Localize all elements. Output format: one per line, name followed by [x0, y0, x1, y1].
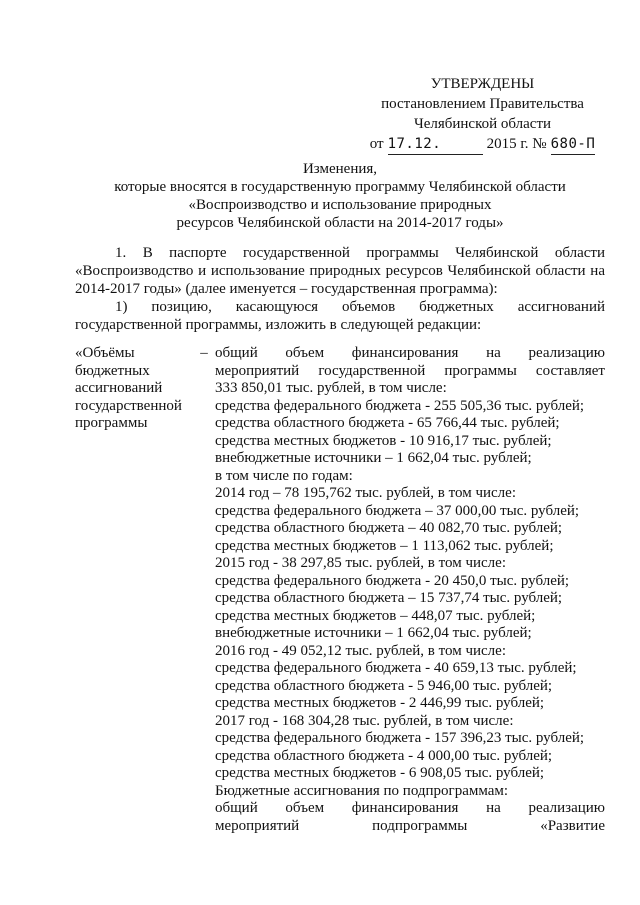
approval-block [345, 74, 620, 155]
funding-line: Бюджетные ассигнования по подпрограммам: [215, 782, 509, 799]
funding-line: в том числе по годам: [215, 467, 353, 484]
date-field [388, 134, 483, 155]
date-prefix: от [369, 136, 384, 152]
heading-line-1: Изменения, [302, 161, 378, 177]
approval-date-line [345, 134, 620, 155]
paragraph-1: 1. В паспорте государственной программы Челябинской области «Воспроизводство и использование природных ресурсов Челябинской области на 2014-2017 годы» (далее именуется – государственная программа): [75, 245, 605, 297]
approval-region: Челябинской области [413, 116, 552, 132]
year-text: 2015 г. № [486, 136, 547, 152]
funding-line: средства федерального бюджета - 20 450,0 тыс. рублей; [215, 572, 570, 589]
funding-line: средства местных бюджетов - 2 446,99 тыс. рублей; [215, 695, 545, 711]
heading-line-3: «Воспроизводство и использование природных [188, 197, 492, 213]
heading-line-4: ресурсов Челябинской области на 2014-2017 годы» [176, 215, 504, 231]
document-heading [70, 160, 610, 232]
decree-number: 680-П [550, 136, 596, 152]
funding-label: «Объёмы бюджетных ассигнований государственной программы [75, 345, 182, 431]
funding-line: средства местных бюджетов – 1 113,062 тыс. рублей; [215, 537, 554, 554]
funding-line: средства местных бюджетов - 10 916,17 тыс. рублей; [215, 432, 552, 449]
funding-dash: – [200, 345, 208, 361]
date-value: 17.12. [387, 136, 442, 152]
funding-line: средства федерального бюджета - 40 659,13 тыс. рублей; [215, 660, 577, 676]
number-field [551, 134, 596, 155]
document-body [75, 244, 605, 334]
funding-line: средства федерального бюджета - 157 396,23 тыс. рублей; [215, 730, 585, 746]
funding-line: средства федерального бюджета - 255 505,36 тыс. рублей; [215, 397, 585, 414]
funding-line: средства областного бюджета - 4 000,00 тыс. рублей; [215, 747, 553, 764]
funding-line: средства областного бюджета - 65 766,44 тыс. рублей; [215, 415, 560, 431]
funding-line: общий объем финансирования на реализацию [215, 345, 605, 361]
funding-line: 2016 год - 49 052,12 тыс. рублей, в том числе: [215, 642, 506, 659]
funding-line: внебюджетные источники – 1 662,04 тыс. рублей; [215, 625, 532, 641]
funding-line: мероприятий государственной программы составляет [215, 362, 605, 379]
funding-line: средства местных бюджетов - 6 908,05 тыс. рублей; [215, 765, 545, 781]
paragraph-2: 1) позицию, касающуюся объемов бюджетных ассигнований государственной программы, изложить в следующей редакции: [75, 299, 605, 333]
heading-line-2: которые вносятся в государственную программу Челябинской области [114, 179, 566, 195]
funding-line: мероприятий подпрограммы «Развитие [215, 817, 605, 834]
funding-line: средства областного бюджета – 40 082,70 тыс. рублей; [215, 520, 563, 536]
funding-line: средства областного бюджета - 5 946,00 тыс. рублей; [215, 677, 553, 694]
funding-line: 2014 год – 78 195,762 тыс. рублей, в том числе: [215, 485, 516, 501]
funding-line: 333 850,01 тыс. рублей, в том числе: [215, 380, 447, 396]
funding-line: 2015 год - 38 297,85 тыс. рублей, в том числе: [215, 555, 506, 571]
funding-table [75, 345, 605, 835]
funding-line: средства областного бюджета – 15 737,74 тыс. рублей; [215, 590, 563, 606]
funding-line: общий объем финансирования на реализацию [215, 800, 605, 816]
funding-line: средства местных бюджетов – 448,07 тыс. рублей; [215, 607, 536, 624]
funding-line: средства федерального бюджета – 37 000,00 тыс. рублей; [215, 502, 580, 519]
approval-decree: постановлением Правительства [381, 96, 584, 112]
funding-line: внебюджетные источники – 1 662,04 тыс. рублей; [215, 450, 532, 466]
approval-title: УТВЕРЖДЕНЫ [430, 76, 535, 92]
funding-values [215, 345, 605, 835]
funding-line: 2017 год - 168 304,28 тыс. рублей, в том числе: [215, 712, 514, 729]
